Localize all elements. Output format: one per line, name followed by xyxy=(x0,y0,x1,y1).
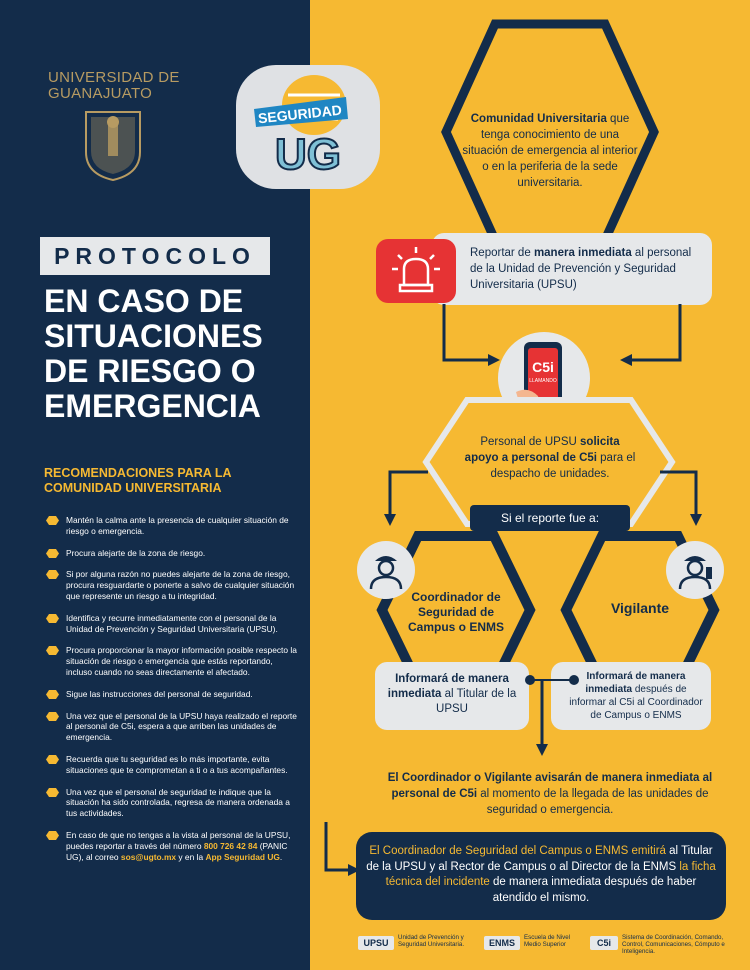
community-text: Comunidad Universitaria que tenga conocimiento de una situación de emergencia al interior o en la periferia de la sede universitaria. xyxy=(462,113,638,189)
hexagon-bullet-icon xyxy=(46,646,59,655)
hexagon-bullet-icon xyxy=(46,831,59,840)
main-title: EN CASO DE SITUACIONES DE RIESGO O EMERGENCIA xyxy=(44,283,263,424)
hexagon-bullet-icon xyxy=(46,712,59,721)
branch-arrows xyxy=(380,460,710,530)
list-item: Una vez que el personal de seguridad te indique que la situación ha sido controlada, regresa de manera ordenada a tus actividades. xyxy=(46,787,298,819)
footer-desc-upsu: Unidad de Prevención y Seguridad Universitaria. xyxy=(398,934,465,948)
list-item: Sigue las instrucciones del personal de seguridad. xyxy=(46,689,298,700)
report-box: Reportar de manera inmediata al personal de la Unidad de Prevención y Seguridad Universitaria (UPSU) xyxy=(432,233,712,305)
footer-desc-enms: Escuela de Nivel Medio Superior xyxy=(524,934,571,948)
coordinator-avatar xyxy=(357,541,415,599)
list-item: Una vez que el personal de la UPSU haya realizado el reporte al personal de C5i, espera a que arriben las unidades de emergencia. xyxy=(46,711,298,743)
list-item: Si por alguna razón no puedes alejarte de la zona de riesgo, procura resguardarte o ponerte a salvo de cualquier situación que represente un riesgo a tu integridad. xyxy=(46,569,298,601)
list-item: Mantén la calma ante la presencia de cualquier situación de riesgo o emergencia. xyxy=(46,515,298,537)
hexagon-bullet-icon xyxy=(46,690,59,699)
footer-desc-c5i: Sistema de Coordinación, Comando, Control, Comunicaciones, Cómputo e Inteligencia. xyxy=(622,934,725,955)
guard-radio-icon xyxy=(666,541,724,599)
seguridad-ug-logo-icon xyxy=(236,65,380,189)
recommendations-title: RECOMENDACIONES PARA LA COMUNIDAD UNIVERSITARIA xyxy=(44,466,232,495)
recommendations-list xyxy=(46,515,298,873)
svg-text:SEGURIDAD: SEGURIDAD xyxy=(257,101,343,127)
panic-phone: 800 726 42 84 xyxy=(203,840,258,851)
coordinator-action-box: Informará de manera inmediata al Titular de la UPSU xyxy=(375,662,529,730)
sos-email: sos@ugto.mx xyxy=(120,851,177,862)
list-item: Identifica y recurre inmediatamente con el personal de la Unidad de Prevención y Seguridad Universitaria (UPSU). xyxy=(46,613,298,635)
list-item: Procura alejarte de la zona de riesgo. xyxy=(46,548,298,559)
alarm-tag xyxy=(376,239,456,303)
svg-text:LLAMANDO: LLAMANDO xyxy=(529,378,557,384)
hexagon-bullet-icon xyxy=(46,516,59,525)
coordinator-label: Coordinador de Seguridad de Campus o ENMS xyxy=(407,590,504,634)
hexagon-bullet-icon xyxy=(46,549,59,558)
svg-text:C5i: C5i xyxy=(532,359,554,375)
hexagon-bullet-icon xyxy=(46,788,59,797)
protocol-label: PROTOCOLO xyxy=(40,237,270,275)
seguridad-ug-badge xyxy=(236,65,380,189)
hexagon-bullet-icon xyxy=(46,570,59,579)
alarm-siren-icon xyxy=(376,239,456,303)
list-item: En caso de que no tengas a la vista al personal de la UPSU, puedes reportar a través del número 800 726 42 84 (PANIC UG), al correo sos@ugto.mx y en la App Seguridad UG. xyxy=(46,830,298,862)
hexagon-bullet-icon xyxy=(46,614,59,623)
guard-action-box: Informará de manera inmediata después de informar al C5i al Coordinador de Campus o ENMS xyxy=(551,662,711,730)
list-item: Recuerda que tu seguridad es lo más importante, evita situaciones que te comprometan a ti o a tus acompañantes. xyxy=(46,754,298,776)
svg-text:UG: UG xyxy=(275,130,341,179)
notice-text: El Coordinador o Vigilante avisarán de manera inmediata al personal de C5i al momento de la llegada de las unidades de seguridad o emergencia. xyxy=(387,772,713,816)
guard-label: Vigilante xyxy=(610,600,670,616)
guard-avatar xyxy=(666,541,724,599)
university-name: UNIVERSIDAD DE GUANAJUATO xyxy=(48,69,180,102)
center-arrow xyxy=(520,660,580,760)
hexagon-bullet-icon xyxy=(46,755,59,764)
university-shield-icon xyxy=(82,108,144,182)
footer-tag-enms: ENMS xyxy=(484,936,520,950)
list-item: Procura proporcionar la mayor información posible respecto la situación de riesgo o emergencia que estás reportando, incluso cuando no seas directamente el afectado. xyxy=(46,645,298,677)
final-instruction-box: El Coordinador de Seguridad del Campus o ENMS emitirá al Titular de la UPSU y al Rector de Campus o al Director de la ENMS la ficha técnica del incidente de manera inmediata después de haber atendido el mismo. xyxy=(356,832,726,920)
branch-label: Si el reporte fue a: xyxy=(470,505,630,531)
upsu-text: Personal de UPSU solicita apoyo a personal de C5i para el despacho de unidades. xyxy=(464,436,636,480)
footer-tag-upsu: UPSU xyxy=(358,936,394,950)
footer-tag-c5i: C5i xyxy=(590,936,618,950)
officer-icon xyxy=(357,541,415,599)
app-name: App Seguridad UG xyxy=(205,851,280,862)
